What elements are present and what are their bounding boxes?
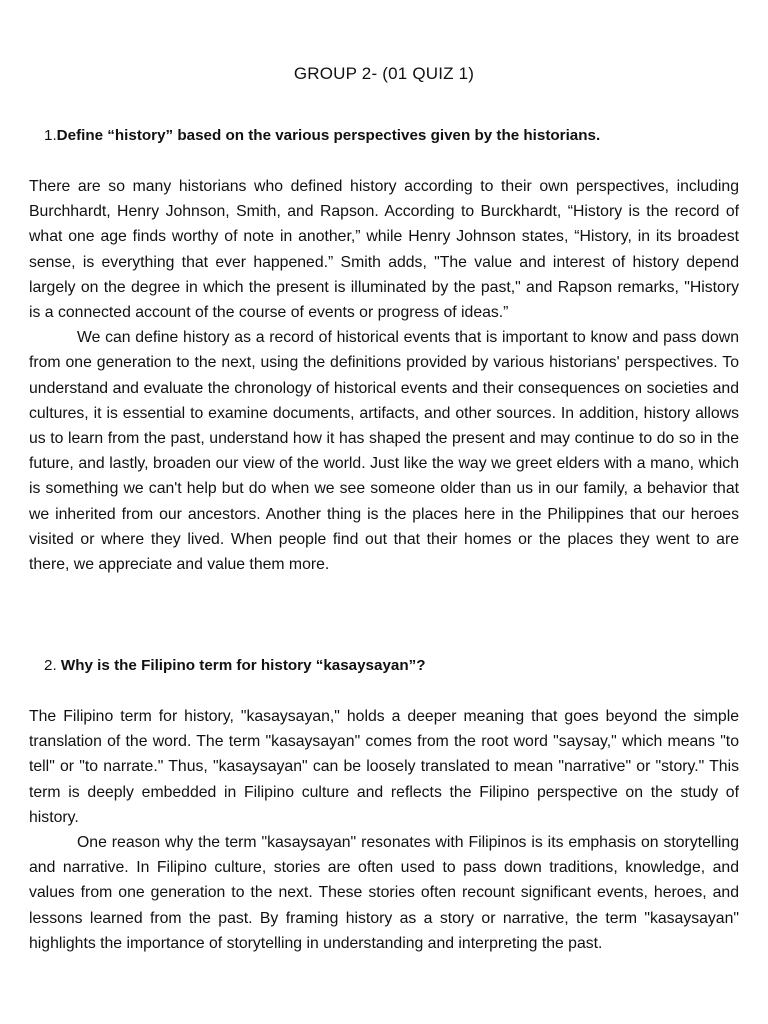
document-title: GROUP 2- (01 QUIZ 1) bbox=[293, 64, 475, 83]
question-2 bbox=[44, 656, 739, 676]
answer-2-paragraph-2: One reason why the term "kasaysayan" resonates with Filipinos is its emphasis on storytelling and narrative. In Filipino culture, stories are often used to pass down traditions, knowledge, and values from one generation to the next. These stories often recount significant events, heroes, and lessons learned from the past. By framing history as a story or narrative, the term "kasaysayan" highlights the importance of storytelling in understanding and interpreting the past. bbox=[29, 834, 739, 952]
answer-2 bbox=[29, 704, 739, 956]
question-1-text: Define “history” based on the various perspectives given by the historians. bbox=[56, 127, 601, 144]
question-2-text: Why is the Filipino term for history “kasaysayan”? bbox=[60, 657, 426, 674]
question-2-number: 2. bbox=[44, 657, 57, 674]
question-1-number: 1. bbox=[44, 127, 57, 144]
answer-1-paragraph-2: We can define history as a record of historical events that is important to know and pass down from one generation to the next, using the definitions provided by various historians' perspectives. To understand and evaluate the chronology of historical events and their consequences on societies and cultures, it is essential to examine documents, artifacts, and other sources. In addition, history allows us to learn from the past, understand how it has shaped the present and may continue to do so in the future, and lastly, broaden our view of the world. Just like the way we greet elders with a mano, which is something we can't help but do when we see someone older than us in our family, a behavior that we inherited from our ancestors. Another thing is the places here in the Philippines that our heroes visited or where they lived. When people find out that their homes or the places they went to are there, we appreciate and value them more. bbox=[29, 329, 739, 574]
answer-1-paragraph-1: There are so many historians who defined history according to their own perspectives, including Burchhardt, Henry Johnson, Smith, and Rapson. According to Burckhardt, “History is the record of what one age finds worthy of note in another,” while Henry Johnson states, “History, in its broadest sense, is everything that ever happened.” Smith adds, "The value and interest of history depend largely on the degree in which the present is illuminated by the past," and Rapson remarks, "History is a connected account of the course of events or progress of ideas.” bbox=[29, 178, 739, 322]
answer-1 bbox=[29, 174, 739, 577]
question-1 bbox=[44, 126, 739, 146]
answer-2-paragraph-1: The Filipino term for history, "kasaysayan," holds a deeper meaning that goes beyond the simple translation of the word. The term "kasaysayan" comes from the root word "saysay," which means "to tell" or "to narrate." Thus, "kasaysayan" can be loosely translated to mean "narrative" or "story." This term is deeply embedded in Filipino culture and reflects the Filipino perspective on the study of history. bbox=[29, 708, 739, 826]
